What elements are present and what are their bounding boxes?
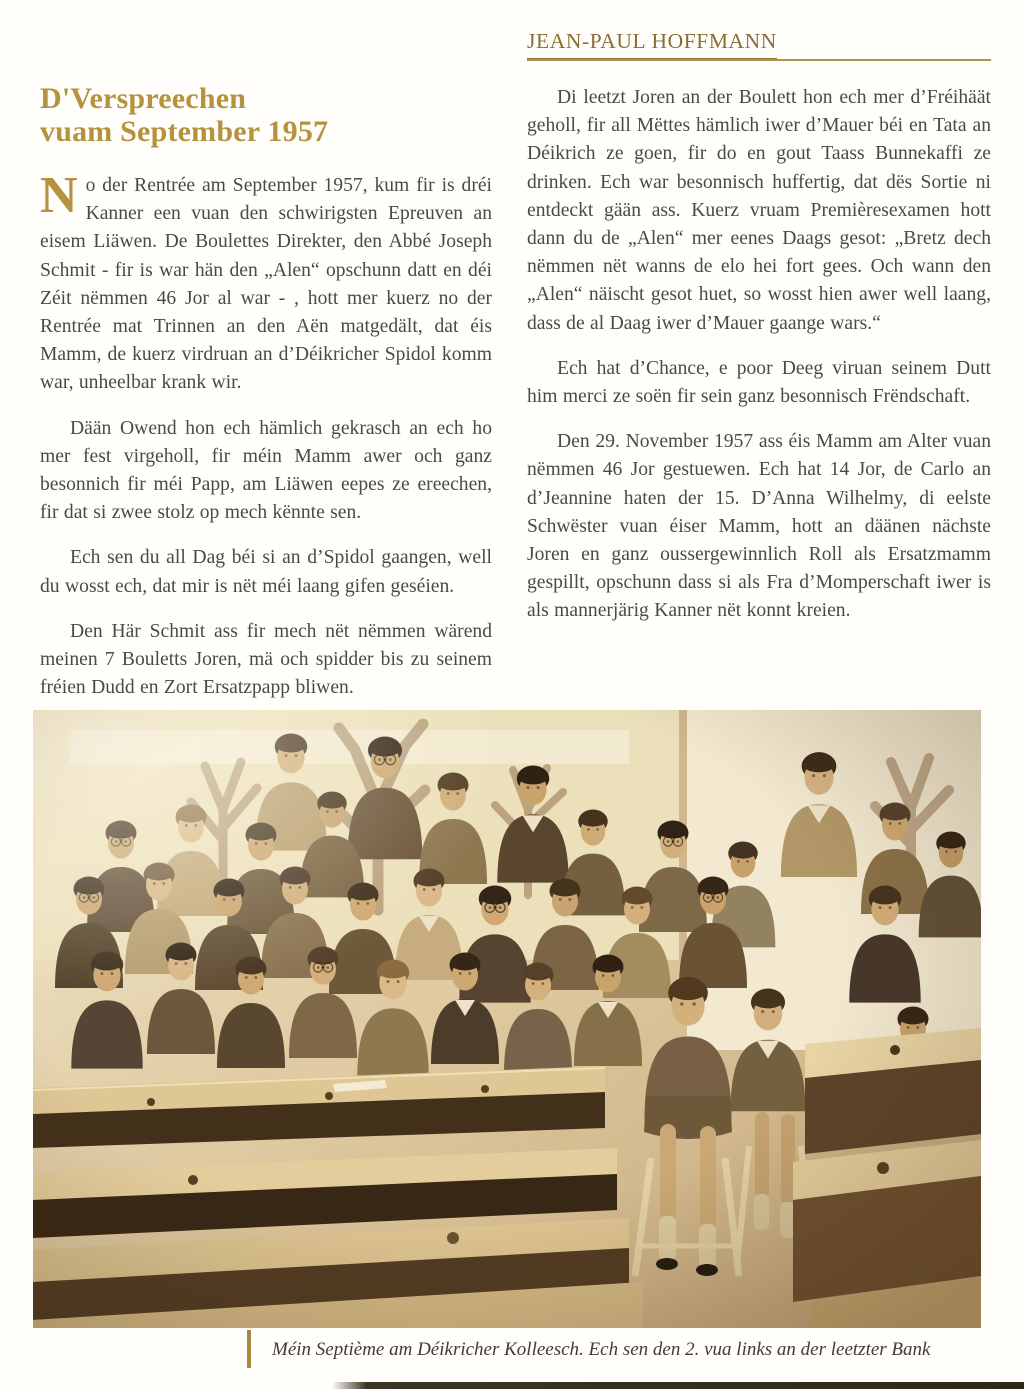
photo-caption	[247, 1330, 1007, 1368]
title-line-1: D'Verspreechen	[40, 82, 247, 115]
paragraph: Dään Owend hon ech hämlich gekrasch an ech ho mer fest virgeholl, fir méin Mamm awer och ganz besonnich fir méi Papp, am Liäwen eepes ze ereechen, fir dat si zwee stolz op mech kënnte sen.	[40, 417, 492, 524]
caption-text: Méin Septième am Déikricher Kolleesch. Ech sen den 2. vua links an der leetzter Bank	[272, 1339, 931, 1360]
class-photo	[33, 710, 981, 1328]
paragraph: Den Här Schmit ass fir mech nët nëmmen wärend meinen 7 Bouletts Joren, mä och spidder bis zu seinem fréien Dudd en Zort Ersatzpapp bliwen.	[40, 620, 492, 699]
paragraph: Di leetzt Joren an der Boulett hon ech mer d’Fréihäät geholl, fir all Mëttes hämlich iwer d’Mauer béi en Tata an Déikrich ze goen, fir do en gout Taass Bunnekaffi ze drinken. Ech war besonnisch huffertig, dat dës Sortie ni entdeckt gään ass. Kuerz vruam Premièresexamen hott dann du de „Alen“ mer eenes Daags gesot: „Bretz dech nëmmen nët wanns de elo hei fort gees. Och wann den „Alen“ näischt gesot huet, so wosst hien awer well laang, dass de al Daag iwer d’Mauer gaange wars.“	[527, 87, 991, 334]
author-header	[527, 28, 991, 61]
paragraph: Den 29. November 1957 ass éis Mamm am Alter vuan nëmmen 46 Jor gestuewen. Ech hat 14 Jor, de Carlo an d’Jeannine haten der 15. D’Anna Wilhelmy, di eelste Schwëster vuan éiser Mamm, hott an däänen nächste Joren en ganz oussergewinnlich Roll als Ersatzmamm gespillt, opschunn dass si als Fra d’Momperschaft iwer is als mannerjärig Kanner nët konnt kreien.	[527, 431, 991, 622]
caption-bar	[247, 1330, 251, 1368]
photo-light-flare	[33, 710, 981, 1328]
left-column	[40, 82, 492, 719]
paragraph	[40, 167, 492, 398]
drop-cap: N	[40, 167, 78, 224]
author-rule	[527, 59, 991, 61]
right-column	[527, 84, 991, 643]
author-name: JEAN-PAUL HOFFMANN	[527, 28, 777, 61]
paragraph: Ech hat d’Chance, e poor Deeg viruan seinem Dutt him merci ze soën fir sein ganz besonnisch Frëndschaft.	[527, 357, 991, 408]
paragraph: Ech sen du all Dag béi si an d’Spidol gaangen, well du wosst ech, dat mir is nët méi laang gifen geséien.	[40, 547, 492, 597]
class-photo-illustration	[33, 710, 981, 1328]
title-line-2: vuam September 1957	[40, 115, 329, 148]
article-title	[40, 82, 492, 148]
paragraph-text: o der Rentrée am September 1957, kum fir is dréi Kanner een vuan den schwirigsten Epreuven an eisem Liäwen. De Boulettes Direkter, den Abbé Joseph Schmit - fir is war hän den „Alen“ opschunn datt en déi Zéit nëmmen 46 Jor al war - , hott mer kuerz no der Rentrée mat Trinnen an den Aën matgedält, dat éis Mamm, de kuerz virdruan an d’Déikricher Spidol komm war, unheelbar krank wir.	[40, 175, 492, 394]
scan-edge-artifact	[332, 1382, 1024, 1389]
